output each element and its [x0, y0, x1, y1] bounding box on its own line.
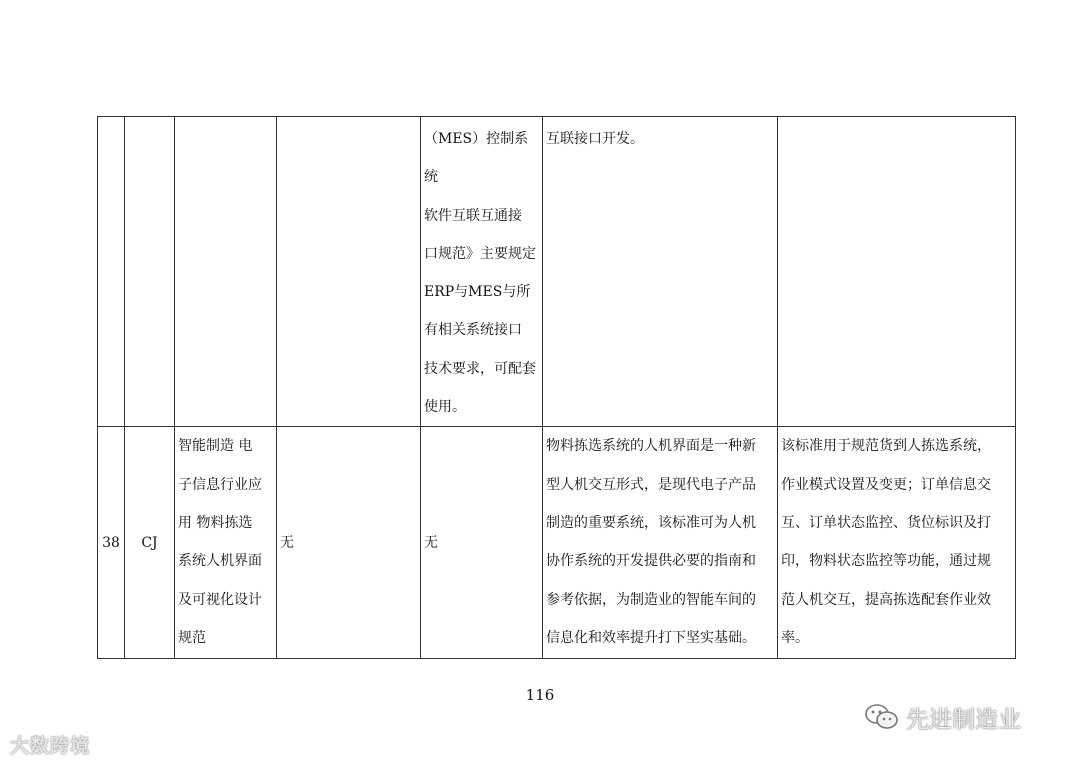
- cell-no: 38: [98, 427, 125, 659]
- watermark-left-text: 大数跨境: [10, 735, 91, 757]
- cell-name: [175, 117, 277, 427]
- text-line: 率。: [781, 629, 809, 646]
- standards-table: [97, 116, 1016, 659]
- cell-no: [98, 117, 125, 427]
- cell-related-standard: 无: [421, 427, 543, 659]
- text-line: 参考依据，为制造业的智能车间的: [546, 591, 756, 608]
- watermark-left: [10, 731, 90, 758]
- text-line: 有相关系统接口: [424, 322, 522, 339]
- text-line: 范人机交互，提高拣选配套作业效: [781, 591, 991, 608]
- text-line: 互联接口开发。: [546, 131, 644, 147]
- text-line: 信息化和效率提升打下坚实基础。: [546, 629, 756, 646]
- text-line: 使用。: [424, 399, 466, 416]
- text-line: 子信息行业应: [178, 476, 262, 493]
- text-line: 制造的重要系统，该标准可为人机: [546, 514, 756, 531]
- watermark-right-text: 先进制造业: [906, 706, 1021, 733]
- text-line: 规范: [178, 629, 206, 646]
- text-line: 系统人机界面: [178, 553, 262, 570]
- cell-description: [543, 427, 778, 659]
- text-line: 该标准用于规范货到人拣选系统，: [781, 438, 991, 455]
- cell-col4: 无: [277, 427, 421, 659]
- cell-related-standard: [421, 117, 543, 427]
- watermark-right: [864, 701, 1021, 733]
- text-line: 印，物料状态监控等功能，通过规: [781, 553, 991, 570]
- text-line: 口规范》主要规定: [424, 245, 536, 262]
- page-number: 116: [525, 686, 555, 704]
- text-line: 作业模式设置及变更；订单信息交: [781, 476, 991, 493]
- text-line: （MES）控制系统: [424, 131, 529, 186]
- text-line: 协作系统的开发提供必要的指南和: [546, 553, 756, 570]
- text-line: 技术要求，可配套: [424, 360, 536, 377]
- text-line: 智能制造 电: [178, 438, 253, 455]
- wechat-icon: [864, 702, 900, 732]
- text-line: 互、订单状态监控、货位标识及打: [781, 514, 991, 531]
- text-line: ERP与MES与所: [424, 284, 531, 301]
- cell-col4: [277, 117, 421, 427]
- table-row: [98, 117, 1016, 427]
- cell-category: CJ: [125, 427, 175, 659]
- cell-scope: [778, 117, 1016, 427]
- text-line: 型人机交互形式，是现代电子产品: [546, 476, 756, 493]
- text-line: 及可视化设计: [178, 591, 262, 608]
- cell-scope: [778, 427, 1016, 659]
- cell-description: [543, 117, 778, 427]
- table-row: [98, 427, 1016, 659]
- cell-category: [125, 117, 175, 427]
- text-line: 物料拣选系统的人机界面是一种新: [546, 438, 756, 455]
- text-line: 用 物料拣选: [178, 514, 253, 531]
- text-line: 软件互联互通接: [424, 207, 522, 224]
- cell-name: [175, 427, 277, 659]
